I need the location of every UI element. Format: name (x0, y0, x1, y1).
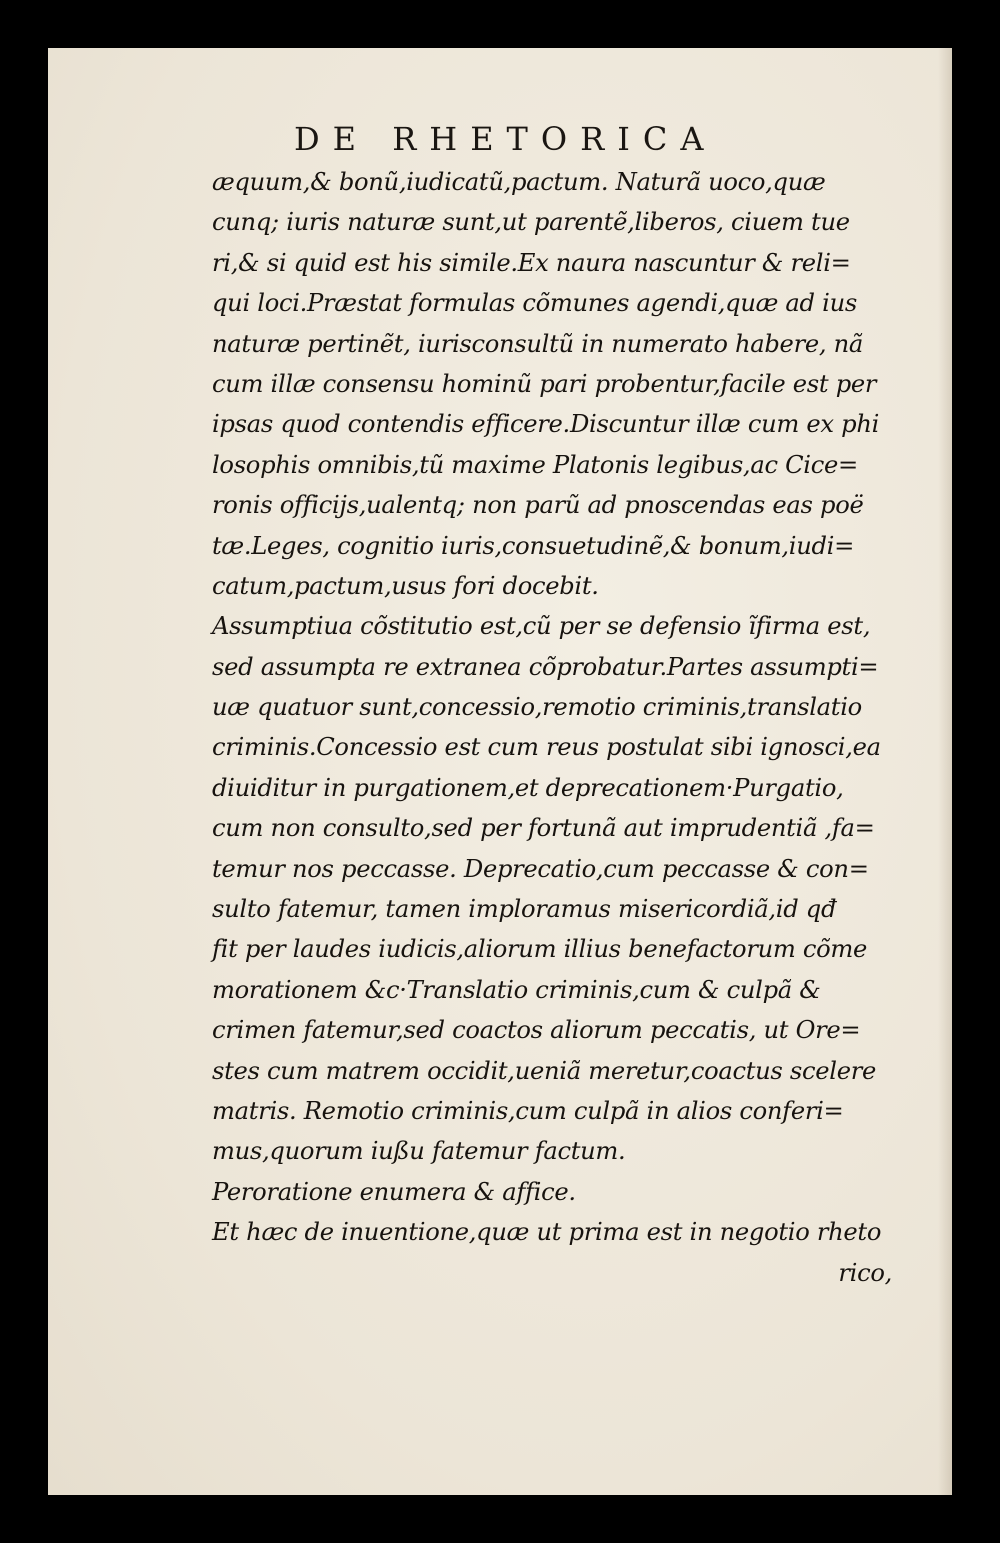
text-line: Peroratione enumera & affice. (212, 1177, 576, 1206)
text-line: ipsas quod contendis efficere.Discuntur illæ cum ex phi (212, 410, 880, 439)
text-line: cunq; iuris naturæ sunt,ut parentẽ,liberos, ciuem tue (212, 208, 850, 237)
text-line: crimen fatemur,sed coactos aliorum peccatis, ut Ore= (212, 1016, 861, 1045)
body-text (212, 162, 892, 1293)
text-line: cum non consulto,sed per fortunã aut imprudentiã ,fa= (212, 814, 875, 843)
text-line: criminis.Concessio est cum reus postulat sibi ignosci,ea (212, 733, 881, 762)
page-edge-shadow (938, 48, 952, 1495)
text-line: æquum,& bonũ,iudicatũ,pactum. Naturã uoco,quæ (212, 168, 826, 196)
text-line: temur nos peccasse. Deprecatio,cum peccasse & con= (212, 854, 869, 883)
text-line: sed assumpta re extranea cõprobatur.Partes assumpti= (212, 652, 879, 681)
running-head: DE RHETORICA (294, 120, 717, 158)
text-line: fit per laudes iudicis,aliorum illius benefactorum cõme (212, 935, 868, 964)
text-line: stes cum matrem occidit,ueniã meretur,coactus scelere (212, 1056, 876, 1085)
text-line: ronis officijs,ualentq; non parũ ad pnoscendas eas poë (212, 491, 864, 520)
text-line: diuiditur in purgationem,et deprecationem·Purgatio, (212, 773, 844, 802)
text-line: matris. Remotio criminis,cum culpã in alios conferi= (212, 1096, 844, 1125)
text-line: tæ.Leges, cognitio iuris,consuetudinẽ,& bonum,iudi= (212, 531, 855, 560)
text-line: catum,pactum,usus fori docebit. (212, 571, 599, 600)
book-page (48, 48, 952, 1495)
text-line: morationem &c·Translatio criminis,cum & culpã & (212, 975, 821, 1004)
text-line: sulto fatemur, tamen imploramus misericordiã,id qđ (212, 895, 837, 924)
text-line: Assumptiua cõstitutio est,cũ per se defensio ĩfirma est, (212, 612, 871, 641)
text-line: losophis omnibis,tũ maxime Platonis legibus,ac Cice= (212, 450, 858, 479)
text-line: uæ quatuor sunt,concessio,remotio criminis,translatio (212, 693, 862, 722)
catchword: rico, (838, 1258, 892, 1287)
text-line: cum illæ consensu hominũ pari probentur,facile est per (212, 369, 877, 398)
text-line: mus,quorum iußu fatemur factum. (212, 1137, 626, 1166)
text-line: qui loci.Præstat formulas cõmunes agendi,quæ ad ius (212, 289, 857, 318)
text-line: ri,& si quid est his simile.Ex naura nascuntur & reli= (212, 248, 851, 277)
text-line: naturæ pertinẽt, iurisconsultũ in numerato habere, nã (212, 329, 864, 358)
text-line: Et hæc de inuentione,quæ ut prima est in negotio rheto (212, 1218, 882, 1247)
